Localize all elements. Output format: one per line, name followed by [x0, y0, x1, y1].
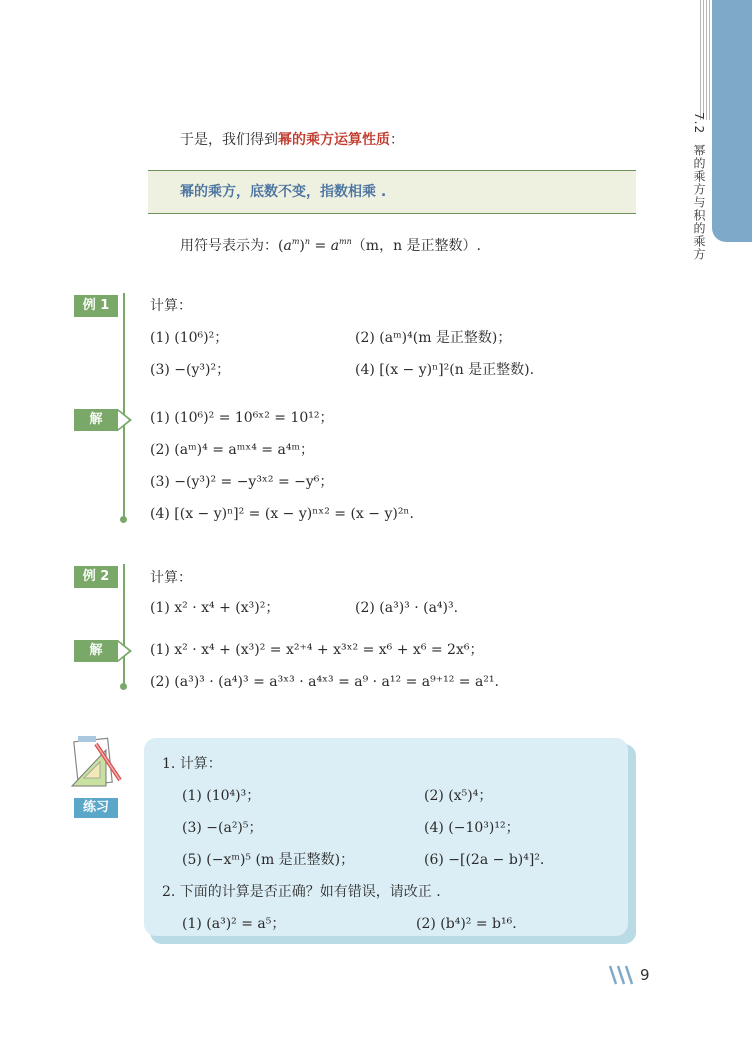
example-1-solution: (1) (10⁶)² = 10⁶ˣ² = 10¹²；: [150, 410, 334, 426]
example-2-solution: (1) x² · x⁴ + (x³)² = x²⁺⁴ + x³ˣ² = x⁶ + x⁶ = 2x⁶；: [150, 642, 484, 658]
example-1-problem: (4) [(x − y)ⁿ]²(n 是正整数).: [355, 362, 535, 378]
example-2-tag: 例 2: [74, 566, 118, 588]
practice-question-2: 2. 下面的计算是否正确？如有错误，请改正 .: [162, 884, 441, 900]
practice-question-1: 1. 计算：: [162, 756, 222, 772]
practice-item: (6) −[(2a − b)⁴]².: [424, 852, 545, 868]
example-2-problem: (2) (a³)³ · (a⁴)³.: [355, 600, 459, 616]
example-2-solution-tag: 解: [74, 640, 118, 662]
page-number: 9: [640, 966, 650, 984]
example-1-problem: (1) (10⁶)²；: [150, 330, 229, 346]
intro-line: 于是，我们得到幂的乘方运算性质：: [180, 132, 404, 148]
example-1-prompt: 计算：: [150, 298, 192, 314]
practice-tag: 练习: [74, 798, 118, 818]
section-number: 7.2: [692, 112, 706, 135]
solution-pointer-inner: [118, 411, 129, 429]
page-slash-icon: [608, 964, 636, 986]
solution-pointer-inner: [118, 642, 129, 660]
practice-item: (2) (x⁵)⁴；: [424, 788, 493, 804]
property-statement: 幂的乘方，底数不变，指数相乘 .: [180, 184, 387, 200]
practice-item: (3) −(a²)⁵；: [182, 820, 263, 836]
section-label: [688, 112, 708, 261]
example-1-tag: 例 1: [74, 295, 118, 317]
section-side-tab: [712, 0, 752, 242]
practice-item: (2) (b⁴)² = b¹⁶.: [416, 916, 517, 932]
example-2-end-dot: [120, 683, 127, 690]
example-1-end-dot: [120, 516, 127, 523]
property-name: 幂的乘方运算性质: [278, 132, 390, 148]
practice-item: (5) (−xᵐ)⁵ (m 是正整数)；: [182, 852, 355, 868]
example-1-solution-tag: 解: [74, 409, 118, 431]
page-edge-lines: [700, 0, 710, 120]
symbol-formula: 用符号表示为：$(a^m)^n = a^{mn}(m$，n 是正整数）.: [180, 237, 481, 254]
example-1-solution: (2) (aᵐ)⁴ = aᵐˣ⁴ = a⁴ᵐ；: [150, 442, 315, 458]
example-2-prompt: 计算：: [150, 570, 192, 586]
example-1-problem: (2) (aᵐ)⁴(m 是正整数)；: [355, 330, 512, 346]
example-1-line: [123, 293, 125, 519]
practice-item: (4) (−10³)¹²；: [424, 820, 520, 836]
example-1-solution: (4) [(x − y)ⁿ]² = (x − y)ⁿˣ² = (x − y)²ⁿ.: [150, 506, 414, 522]
example-1-problem: (3) −(y³)²；: [150, 362, 231, 378]
section-title: 幂的乘方与积的乘方: [692, 143, 706, 261]
example-2-solution: (2) (a³)³ · (a⁴)³ = a³ˣ³ · a⁴ˣ³ = a⁹ · a¹² = a⁹⁺¹² = a²¹.: [150, 674, 499, 690]
example-2-problem: (1) x² · x⁴ + (x³)²；: [150, 600, 280, 616]
practice-ruler-icon: [66, 734, 126, 796]
practice-item: (1) (a³)² = a⁵；: [182, 916, 286, 932]
practice-item: (1) (10⁴)³；: [182, 788, 261, 804]
example-1-solution: (3) −(y³)² = −y³ˣ² = −y⁶；: [150, 474, 334, 490]
example-2-line: [123, 564, 125, 686]
